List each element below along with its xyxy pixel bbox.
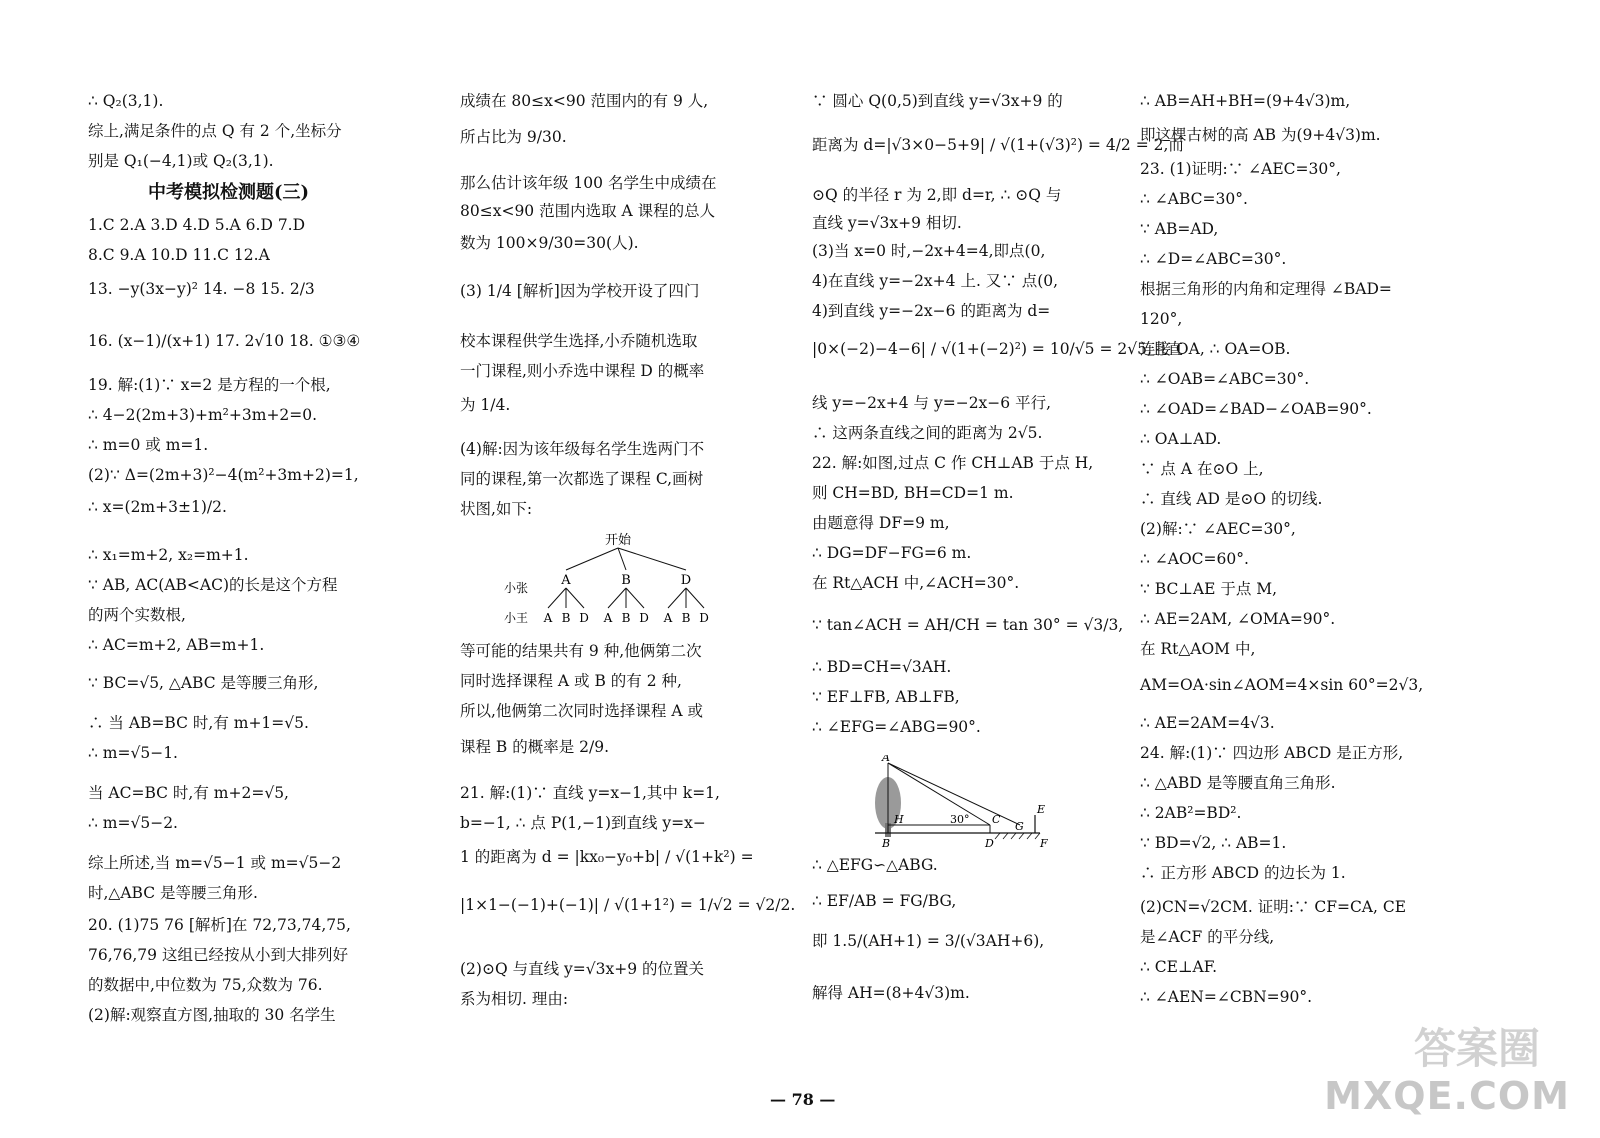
col4-line: ∴ CE⊥AF. (1140, 958, 1218, 976)
col2-line: 同的课程,第一次都选了课程 C,画树 (460, 470, 704, 488)
col4-line: ∴ OA⊥AD. (1140, 430, 1222, 448)
col1-line: 8.C 9.A 10.D 11.C 12.A (88, 246, 270, 264)
col1-line: 中考模拟检测题(三) (148, 182, 310, 203)
label-b: B (882, 837, 891, 850)
col4-line: ∵ BD=√2, ∴ AB=1. (1140, 834, 1287, 852)
col1-line: 的数据中,中位数为 75,众数为 76. (88, 976, 323, 994)
tree-height-figure-svg (870, 755, 1060, 855)
col1-line: ∴ m=√5−1. (88, 744, 178, 762)
tree-leaf: A (603, 611, 613, 625)
col1-line: ∵ AB, AC(AB<AC)的长是这个方程 (88, 576, 338, 594)
col4-line: ∴ ∠OAB=∠ABC=30°. (1140, 370, 1310, 388)
col4-line: ∴ AE=2AM, ∠OMA=90°. (1140, 610, 1336, 628)
col2-line: 所以,他俩第二次同时选择课程 A 或 (460, 702, 703, 720)
col1-line: 当 AC=BC 时,有 m+2=√5, (88, 784, 289, 802)
col4-line: ∴ ∠D=∠ABC=30°. (1140, 250, 1287, 268)
label-c: C (992, 813, 1001, 826)
watermark-logo: 答案圈 (1413, 1024, 1540, 1073)
col4-line: 是∠ACF 的平分线, (1140, 928, 1275, 946)
page-number: — 78 — (770, 1090, 836, 1109)
col3-line: 22. 解:如图,过点 C 作 CH⊥AB 于点 H, (812, 454, 1094, 472)
tree-diagram-svg (500, 530, 730, 630)
label-a: A (882, 755, 890, 764)
tree-edge (566, 548, 618, 570)
col2-line: 1 的距离为 d = |kx₀−y₀+b| / √(1+k²) = (460, 848, 754, 866)
col4-line: ∴ ∠ABC=30°. (1140, 190, 1248, 208)
label-h: H (894, 813, 904, 826)
col4-line: ∵ BC⊥AE 于点 M, (1140, 580, 1278, 598)
col2-line: |1×1−(−1)+(−1)| / √(1+1²) = 1/√2 = √2/2. (460, 896, 796, 914)
col4-line: ∴ ∠AEN=∠CBN=90°. (1140, 988, 1313, 1006)
tree-leaf: A (543, 611, 553, 625)
col4-line: ∵ AB=AD, (1140, 220, 1219, 238)
col4-line: 连接 OA, ∴ OA=OB. (1140, 340, 1291, 358)
col1-line: 19. 解:(1)∵ x=2 是方程的一个根, (88, 376, 331, 394)
tree-leaf: B (681, 611, 691, 625)
label-f: F (1040, 837, 1048, 850)
col3-line: ⊙Q 的半径 r 为 2,即 d=r, ∴ ⊙Q 与 (812, 186, 1062, 204)
col4-line: 在 Rt△AOM 中, (1140, 640, 1256, 658)
col3-line: ∴ DG=DF−FG=6 m. (812, 544, 972, 562)
col1-line: 别是 Q₁(−4,1)或 Q₂(3,1). (88, 152, 274, 170)
col4-line: 24. 解:(1)∵ 四边形 ABCD 是正方形, (1140, 744, 1404, 762)
tree-leaf: B (561, 611, 571, 625)
col4-line: ∴ AE=2AM=4√3. (1140, 714, 1275, 732)
col4-line: ∴ ∠AOC=60°. (1140, 550, 1249, 568)
col1-line: ∴ x=(2m+3±1)/2. (88, 498, 227, 516)
col3-line: 距离为 d=|√3×0−5+9| / √(1+(√3)²) = 4/2 = 2,而 (812, 136, 1184, 154)
col3-line: 由题意得 DF=9 m, (812, 514, 950, 532)
tree-l1-d: D (680, 573, 692, 588)
col4-line: 23. (1)证明:∵ ∠AEC=30°, (1140, 160, 1341, 178)
label-d: D (985, 837, 994, 850)
tree-l1-a: A (561, 573, 571, 588)
tree-row2-label: 小王 (504, 611, 529, 625)
tree-edge (618, 548, 626, 570)
col4-line: ∴ AB=AH+BH=(9+4√3)m, (1140, 92, 1351, 110)
col1-line: 13. −y(3x−y)² 14. −8 15. 2/3 (88, 280, 315, 298)
col4-line: 120°, (1140, 310, 1183, 328)
tree-edges-l2 (548, 588, 704, 608)
col2-line: 21. 解:(1)∵ 直线 y=x−1,其中 k=1, (460, 784, 720, 802)
col2-line: 同时选择课程 A 或 B 的有 2 种, (460, 672, 682, 690)
tree-l1-b: B (621, 573, 631, 588)
col3-line: 即 1.5/(AH+1) = 3/(√3AH+6), (812, 932, 1045, 950)
col1-line: (2)解:观察直方图,抽取的 30 名学生 (88, 1006, 336, 1024)
col3-line: ∴ △EFG∽△ABG. (812, 856, 938, 874)
col3-line: (3)当 x=0 时,−2x+4=4,即点(0, (812, 242, 1046, 260)
watermark-url: MXQE.COM (1324, 1074, 1570, 1118)
col1-line: ∴ x₁=m+2, x₂=m+1. (88, 546, 249, 564)
ground-hatch (995, 833, 1040, 839)
tree-leaf: D (579, 611, 589, 625)
tree-leaf: B (621, 611, 631, 625)
col1-line: ∴ AC=m+2, AB=m+1. (88, 636, 265, 654)
tree-row1-label: 小张 (504, 581, 529, 595)
col2-line: 系为相切. 理由: (460, 990, 569, 1008)
col2-line: 80≤x<90 范围内选取 A 课程的总人 (460, 202, 716, 220)
col3-line: 解得 AH=(8+4√3)m. (812, 984, 970, 1002)
col3-line: ∴ BD=CH=√3AH. (812, 658, 952, 676)
col3-line: 在 Rt△ACH 中,∠ACH=30°. (812, 574, 1020, 592)
col2-line: (3) 1/4 [解析]因为学校开设了四门 (460, 282, 700, 300)
col4-line: ∴ 正方形 ABCD 的边长为 1. (1140, 864, 1346, 882)
col1-line: ∴ m=√5−2. (88, 814, 178, 832)
col3-line: |0×(−2)−4−6| / √(1+(−2)²) = 10/√5 = 2√5,且直 (812, 340, 1183, 358)
col1-line: ∴ m=0 或 m=1. (88, 436, 209, 454)
col3-line: 4)在直线 y=−2x+4 上. 又∵ 点(0, (812, 272, 1059, 290)
col4-line: ∴ △ABD 是等腰直角三角形. (1140, 774, 1336, 792)
label-g: G (1015, 820, 1024, 833)
col2-line: 课程 B 的概率是 2/9. (460, 738, 610, 756)
col4-line: ∴ 直线 AD 是⊙O 的切线. (1140, 490, 1323, 508)
col1-line: 76,76,79 这组已经按从小到大排列好 (88, 946, 348, 964)
col3-line: ∴ EF/AB = FG/BG, (812, 892, 957, 910)
tree-leaf: D (639, 611, 649, 625)
col1-line: ∴ 4−2(2m+3)+m²+3m+2=0. (88, 406, 318, 424)
col2-line: (4)解:因为该年级每名学生选两门不 (460, 440, 705, 458)
col3-line: 4)到直线 y=−2x−6 的距离为 d= (812, 302, 1051, 320)
tree-leaf: D (699, 611, 709, 625)
label-angle: 30° (950, 813, 970, 826)
tree-height-figure (870, 755, 1060, 855)
tree-diagram (500, 530, 730, 630)
col2-line: 等可能的结果共有 9 种,他俩第二次 (460, 642, 702, 660)
col1-line: ∵ BC=√5, △ABC 是等腰三角形, (88, 674, 319, 692)
col2-line: 状图,如下: (460, 500, 533, 518)
col4-line: ∴ ∠OAD=∠BAD−∠OAB=90°. (1140, 400, 1372, 418)
label-e: E (1037, 803, 1046, 816)
col2-line: 那么估计该年级 100 名学生中成绩在 (460, 174, 717, 192)
col1-line: 综上,满足条件的点 Q 有 2 个,坐标分 (88, 122, 342, 140)
col1-line: 的两个实数根, (88, 606, 186, 624)
col4-line: ∵ 点 A 在⊙O 上, (1140, 460, 1264, 478)
col2-line: 数为 100×9/30=30(人). (460, 234, 639, 252)
col2-line: 成绩在 80≤x<90 范围内的有 9 人, (460, 92, 709, 110)
col4-line: 即这棵古树的高 AB 为(9+4√3)m. (1140, 126, 1381, 144)
col1-line: 综上所述,当 m=√5−1 或 m=√5−2 (88, 854, 342, 872)
col1-line: 20. (1)75 76 [解析]在 72,73,74,75, (88, 916, 351, 934)
col1-line: 16. (x−1)/(x+1) 17. 2√10 18. ①③④ (88, 332, 361, 350)
col3-line: ∴ 这两条直线之间的距离为 2√5. (812, 424, 1043, 442)
tree-root: 开始 (604, 533, 632, 548)
col3-line: 则 CH=BD, BH=CD=1 m. (812, 484, 1014, 502)
col2-line: b=−1, ∴ 点 P(1,−1)到直线 y=x− (460, 814, 706, 832)
col1-line: (2)∵ Δ=(2m+3)²−4(m²+3m+2)=1, (88, 466, 359, 484)
col4-line: AM=OA·sin∠AOM=4×sin 60°=2√3, (1140, 676, 1424, 694)
col4-line: ∴ 2AB²=BD². (1140, 804, 1242, 822)
col3-line: 线 y=−2x+4 与 y=−2x−6 平行, (812, 394, 1052, 412)
col2-line: 一门课程,则小乔选中课程 D 的概率 (460, 362, 705, 380)
col1-line: 时,△ABC 是等腰三角形. (88, 884, 258, 902)
col3-line: ∵ 圆心 Q(0,5)到直线 y=√3x+9 的 (812, 92, 1063, 110)
tree-leaf: A (663, 611, 673, 625)
col3-line: ∵ EF⊥FB, AB⊥FB, (812, 688, 960, 706)
col1-line: ∴ Q₂(3,1). (88, 92, 164, 110)
col2-line: (2)⊙Q 与直线 y=√3x+9 的位置关 (460, 960, 705, 978)
col2-line: 所占比为 9/30. (460, 128, 567, 146)
tree-edge (618, 548, 686, 570)
col3-line: ∵ tan∠ACH = AH/CH = tan 30° = √3/3, (812, 616, 1124, 634)
col3-line: 直线 y=√3x+9 相切. (812, 214, 962, 232)
col2-line: 校本课程供学生选择,小乔随机选取 (460, 332, 698, 350)
col3-line: ∴ ∠EFG=∠ABG=90°. (812, 718, 981, 736)
col4-line: 根据三角形的内角和定理得 ∠BAD= (1140, 280, 1392, 298)
col4-line: (2)CN=√2CM. 证明:∵ CF=CA, CE (1140, 898, 1407, 916)
col4-line: (2)解:∵ ∠AEC=30°, (1140, 520, 1296, 538)
col1-line: 1.C 2.A 3.D 4.D 5.A 6.D 7.D (88, 216, 306, 234)
col1-line: ∴ 当 AB=BC 时,有 m+1=√5. (88, 714, 309, 732)
col2-line: 为 1/4. (460, 396, 511, 414)
